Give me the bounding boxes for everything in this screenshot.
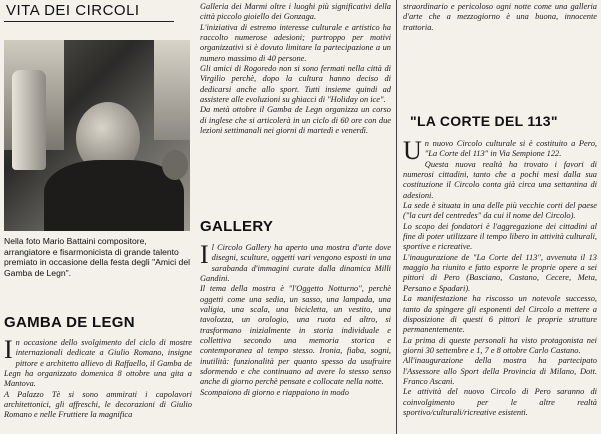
gamba-paragraph: n occasione dello svolgimento del ciclo di mostre internazionali dedicate a Giulio Romano, insigne pittore e architetto allievo di Raffaello, il Gamba de Legn ha organizzato domenica 8 ottobre una gita a Mantova. (4, 338, 192, 389)
gallery-paragraph: Scompaiono di giorno e riappaiono in modo (200, 387, 349, 397)
corte-paragraph: L'inaugurazione de "La Corte del 113", avvenuta il 13 maggio ha riunito e fatto esporre le proprie opere a sei pittori di Pero (Basciano, Castano, Cecere, Meta, Persano e Spadari). (403, 252, 597, 293)
gamba-paragraph: A Palazzo Tè si sono ammirati i capolavori architettonici, gli affreschi, le decorazioni di Giulio Romano e nelle Fruttiere la magnifica (4, 389, 192, 420)
corte-paragraph: Le attività del nuovo Circolo di Pero saranno di coinvolgimento per le altre realtà sportivo/culturali/ricreative esistenti. (403, 387, 597, 417)
corte-article (403, 136, 597, 418)
corte-paragraph: All'inaugurazione della mostra ha partecipato l'Assessore allo Sport della Provincia di Milano, Dott. Franco Ascani. (403, 356, 597, 386)
photo-caption: Nella foto Mario Battaini compositore, arrangiatore e fisarmonicista di grande talento premiato in occasione della festa degli "Amici del Gamba de Legn". (4, 236, 191, 278)
section-title: VITA DEI CIRCOLI (6, 2, 140, 19)
corte-paragraph: La sede è situata in una delle più vecchie corti del paese ("la curt del centredes" da cui il nome del Circolo). (403, 201, 597, 221)
corte-paragraph: La prima di queste personali ha visto protagonista nei giorni 30 settembre e 1, 7 e 8 ottobre Carlo Castano. (403, 335, 597, 355)
col2-paragraph: Da metà ottobre il Gamba de Legn organizza un corso di inglese che si articolerà in un ciclo di 60 ore con due lezioni settimanali nei giorni di martedì e venerdì. (200, 105, 391, 136)
gallery-paragraph: Il tema della mostra è "l'Oggetto Notturno", perchè oggetti come una sedia, un sasso, una lampada, una valigia, una scala, una bicicletta, un vestito, una tavolozza, un orologio, una ruota ed altro, si trasformano inizialmente in storia individuale e collettiva secondo una memoria storica e contemporanea al tempo stesso. Ironia, fiaba, sogni, inutilità: funzionalità per quanto spesso da usufruire sdormendo e che continuano ad avere lo stesso senso anche di giorno perchè pensate e collocate nella notte. (200, 284, 391, 387)
corte-paragraph: n nuovo Circolo culturale si è costituito a Pero, "La Corte del 113" in Via Sempione 122. (424, 139, 597, 159)
col2-paragraph: Galleria dei Marmi oltre i luoghi più significativi della città piccolo gioiello dei Gonzaga. (200, 2, 391, 22)
gallery-article (200, 240, 391, 398)
photo-mario-battaini (4, 40, 190, 231)
header-rule (4, 21, 174, 22)
col2-paragraph: L'iniziativa di estremo interesse culturale e artistico ha raccolto numerose adesioni; purtroppo per motivi organizzativi si è dovuto limitare la partecipazione a un numero massimo di 40 persone. (200, 22, 391, 63)
col3-paragraph: straordinario e pericoloso ogni notte come una galleria d'arte che a mezzogiorno è una buona, innocente trattoria. (403, 2, 597, 32)
corte-dropcap: U (403, 136, 422, 165)
gallery-dropcap: I (200, 240, 209, 269)
gamba-heading: GAMBA DE LEGN (4, 314, 135, 331)
corte-paragraph: Questa nuova realtà ha trovato i favori di numerosi cittadini, tanto che a pochi mesi dalla sua costituzione il Circolo conta già circa una settantina di adesioni. (403, 159, 597, 200)
corte-paragraph: Lo scopo dei fondatori è l'aggregazione dei cittadini al fine di poter utilizzare il tempo libero in attività culturali, sportive e ricreative. (403, 221, 597, 252)
gallery-paragraph: l Circolo Gallery ha aperto una mostra d'arte dove disegni, sculture, oggetti vari vengono esposti in una sarabanda d'immagini curate dalla dinamica Milli Gandini. (200, 243, 391, 284)
gamba-dropcap: I (4, 335, 13, 364)
col2-paragraph: Gli amici di Rogoredo non si sono fermati nella città di Virgilio perchè, dopo la cultura hanno deciso di dedicarsi anche allo sport. Tutti insieme quindi ad assistere alle evoluzioni su ghiacci di "Holiday on ice". (200, 64, 391, 105)
corte-paragraph: La manifestazione ha riscosso un notevole successo, tanto da spingere gli esponenti del Circolo a mettere a disposizione di questi 6 pittori le proprie strutture permanentemente. (403, 294, 597, 335)
gamba-article (4, 335, 192, 421)
gallery-heading: GALLERY (200, 218, 274, 235)
col3-continued (403, 2, 597, 33)
col2-continued (200, 2, 391, 136)
column-divider (396, 0, 397, 434)
corte-heading: "LA CORTE DEL 113" (410, 113, 558, 129)
